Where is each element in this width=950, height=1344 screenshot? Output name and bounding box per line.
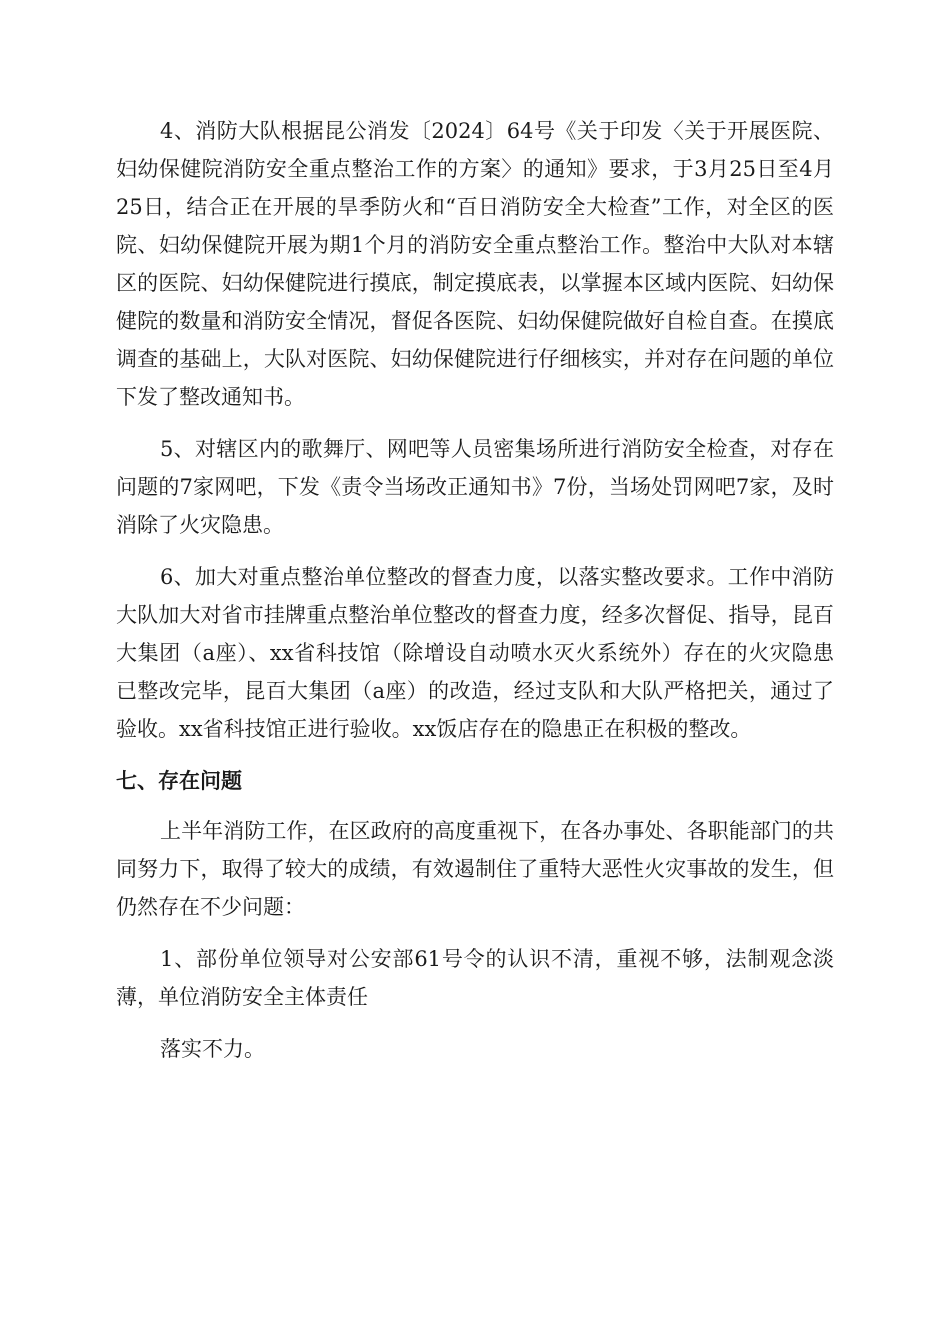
paragraph-item-4: 4、消防大队根据昆公消发〔2024〕64号《关于印发〈关于开展医院、妇幼保健院消防安全重点整治工作的方案〉的通知》要求，于3月25日至4月25日，结合正在开展的旱季防火和“百日消防安全大检查”工作，对全区的医院、妇幼保健院开展为期1个月的消防安全重点整治工作。整治中大队对本辖区的医院、妇幼保健院进行摸底，制定摸底表，以掌握本区域内医院、妇幼保健院的数量和消防安全情况，督促各医院、妇幼保健院做好自检自查。在摸底调查的基础上，大队对医院、妇幼保健院进行仔细核实，并对存在问题的单位下发了整改通知书。 bbox=[116, 119, 834, 409]
document-body bbox=[116, 112, 834, 1082]
paragraph-item-5: 5、对辖区内的歌舞厅、网吧等人员密集场所进行消防安全检查，对存在问题的7家网吧，下发《责令当场改正通知书》7份，当场处罚网吧7家，及时消除了火灾隐患。 bbox=[116, 437, 834, 537]
problem-item-1-continuation: 落实不力。 bbox=[160, 1037, 265, 1061]
paragraph-item-6: 6、加大对重点整治单位整改的督查力度，以落实整改要求。工作中消防大队加大对省市挂牌重点整治单位整改的督查力度，经多次督促、指导，昆百大集团（a座）、xx省科技馆（除增设自动喷水灭火系统外）存在的火灾隐患已整改完毕，昆百大集团（a座）的改造，经过支队和大队严格把关，通过了验收。xx省科技馆正进行验收。xx饭店存在的隐患正在积极的整改。 bbox=[116, 565, 834, 741]
section-intro-paragraph: 上半年消防工作，在区政府的高度重视下，在各办事处、各职能部门的共同努力下，取得了较大的成绩，有效遏制住了重特大恶性火灾事故的发生，但仍然存在不少问题： bbox=[116, 819, 834, 919]
section-heading: 七、存在问题 bbox=[116, 769, 242, 793]
problem-item-1: 1、部份单位领导对公安部61号令的认识不清，重视不够，法制观念淡薄，单位消防安全主体责任 bbox=[116, 947, 834, 1009]
